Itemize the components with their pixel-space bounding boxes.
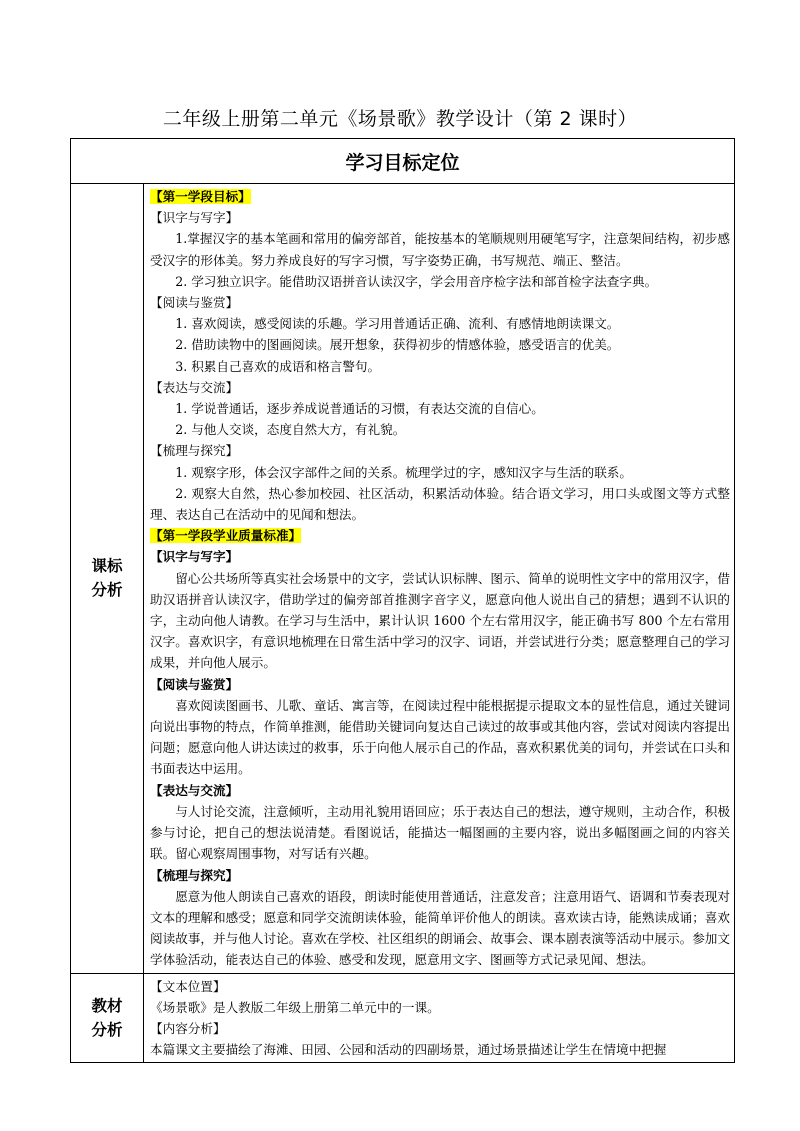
standard-paragraph: 留心公共场所等真实社会场景中的文字，尝试认识标牌、图示、简单的说明性文字中的常用汉字，借助汉语拼音认读汉字，借助学过的偏旁部首推测字音字义，愿意向他人说出自己的猜想；遇到不认识的字，主动向他人请教。在学习与生活中，累计认识 1600 个左右常用汉字，能正确书写 800 个左右常用汉字。喜欢识字，有意识地梳理在日常生活中学习的汉字、词语，并尝试进行分类；愿意整理自己的学习成果，并向他人展示。 [150, 570, 730, 671]
row-label-textbook [71, 973, 144, 1063]
goal-item: 2. 观察大自然，热心参加校园、社区活动，积累活动体验。结合语文学习，用口头或图文等方式整理、表达自己在活动中的见闻和想法。 [150, 485, 730, 523]
lesson-plan-table [70, 138, 735, 1063]
standard-subheading: 【表达与交流】 [150, 782, 239, 798]
goal-item: 1. 观察字形，体会汉字部件之间的关系。梳理学过的字，感知汉字与生活的联系。 [175, 464, 632, 480]
curriculum-analysis-content [144, 184, 735, 974]
document-title: 二年级上册第二单元《场景歌》教学设计（第 2 课时） [162, 108, 638, 130]
goal-item: 2. 借助读物中的图画阅读。展开想象，获得初步的情感体验，感受语言的优美。 [175, 337, 620, 353]
textbook-subheading: 【内容分析】 [150, 1020, 226, 1036]
goal-item: 1. 学说普通话，逐步养成说普通话的习惯，有表达交流的自信心。 [175, 401, 544, 417]
goal-subheading: 【表达与交流】 [150, 379, 239, 395]
textbook-analysis-content [144, 973, 735, 1063]
goal-item: 2. 学习独立识字。能借助汉语拼音认读汉字，学会用音序检字法和部首检字法查字典。 [175, 273, 658, 289]
row-label-line: 教材 [91, 996, 123, 1015]
section-header: 学习目标定位 [71, 139, 735, 184]
goal-item: 1.掌握汉字的基本笔画和常用的偏旁部首，能按基本的笔顺规则用硬笔写字，注意架间结构，初步感受汉字的形体美。努力养成良好的写字习惯，写字姿势正确，书写规范、端正、整洁。 [150, 231, 730, 268]
goal-item: 1. 喜欢阅读，感受阅读的乐趣。学习用普通话正确、流利、有感情地朗读课文。 [175, 316, 620, 332]
standard-paragraph: 喜欢阅读图画书、儿歌、童话、寓言等，在阅读过程中能根据提示提取文本的显性信息，通过关键词向说出事物的特点，作简单推测，能借助关键词向复达自己读过的故事或其他内容，尝试对阅读内容提出问题；愿意向他人讲达读过的救事，乐于向他人展示自己的作品，喜欢积累优美的词句，并尝试在口头和书面表达中运用。 [150, 697, 730, 777]
textbook-paragraph: 《场景歌》是人教版二年级上册第二单元中的一课。 [150, 999, 440, 1015]
goal-item: 3. 积累自己喜欢的成语和格言警句。 [175, 358, 381, 374]
standard-paragraph: 愿意为他人朗读自己喜欢的语段，朗读时能使用普通话，注意发音；注意用语气、语调和节奏表现对文本的理解和感受；愿意和同学交流朗读体验，能简单评价他人的朗读。喜欢读古诗，能熟读成诵；喜欢阅读故事，并与他人讨论。喜欢在学校、社区组织的朗诵会、故事会、课本剧表演等活动中展示。参加文学体验活动，能表达自己的体验、感受和发现，愿意用文字、图画等方式记录见闻、想法。 [150, 888, 730, 968]
goal-subheading: 【梳理与探究】 [150, 443, 239, 459]
textbook-subheading: 【文本位置】 [150, 978, 226, 994]
goal-item: 2. 与他人交谈，态度自然大方，有礼貌。 [175, 422, 406, 438]
row-label-line: 分析 [91, 581, 123, 600]
standard-subheading: 【识字与写字】 [150, 549, 239, 565]
row-label-line: 课标 [91, 557, 123, 576]
textbook-paragraph: 本篇课文主要描绘了海滩、田园、公园和活动的四副场景，通过场景描述让学生在情境中把握 [150, 1042, 667, 1058]
row-label-line: 分析 [91, 1020, 123, 1039]
standard-heading: 【第一学段学业质量标准】 [150, 528, 302, 544]
standard-paragraph: 与人讨论交流，注意倾听，主动用礼貌用语回应；乐于表达自己的想法，遵守规则，主动合作，积极参与讨论，把自己的想法说清楚。看图说话，能描达一幅图画的主要内容，说出多幅图画之间的内容关联。留心观察周围事物，对写话有兴趣。 [150, 803, 730, 862]
goal-subheading: 【阅读与鉴赏】 [150, 295, 239, 311]
row-label-curriculum [71, 184, 144, 974]
goals-heading: 【第一学段目标】 [150, 189, 251, 204]
standard-subheading: 【阅读与鉴赏】 [150, 676, 239, 692]
goal-subheading: 【识字与写字】 [150, 210, 239, 226]
standard-subheading: 【梳理与探究】 [150, 867, 239, 883]
